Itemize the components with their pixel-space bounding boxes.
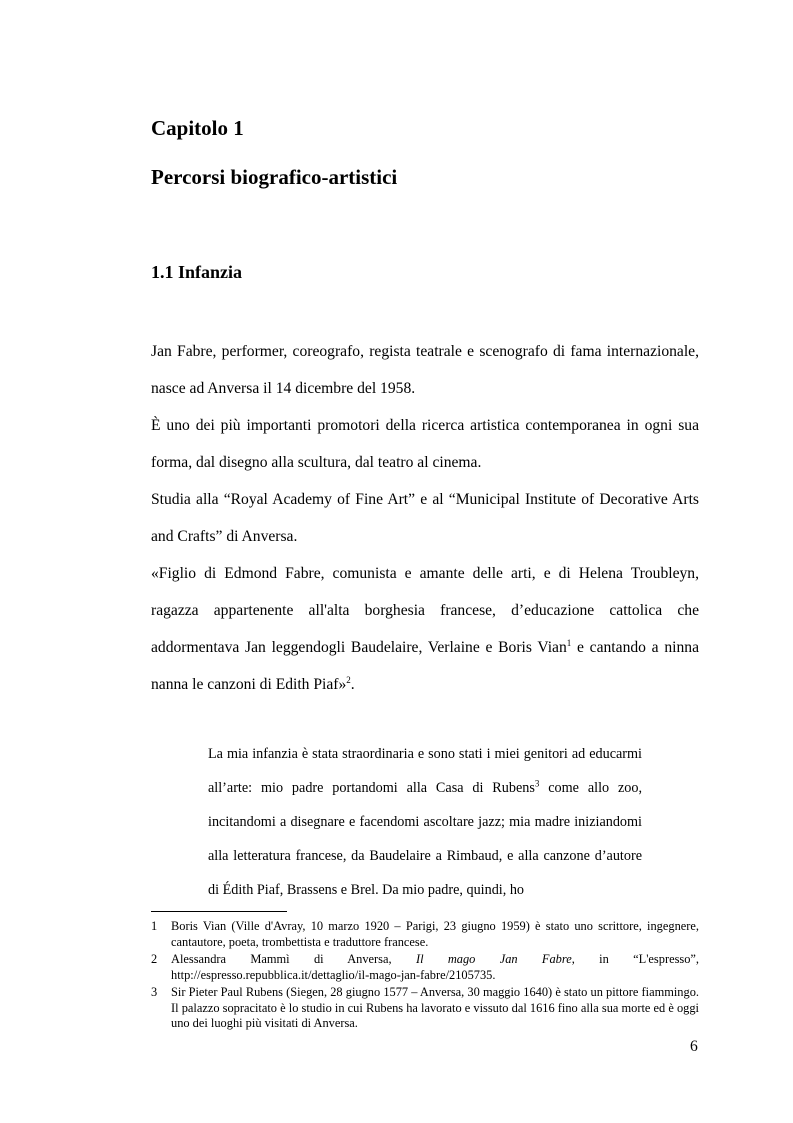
footnote-ref-1[interactable]: 1 (566, 637, 572, 648)
footnote-text (171, 952, 699, 983)
footnote-2-title: Il mago Jan Fabre (415, 952, 572, 966)
page-number: 6 (690, 1038, 698, 1055)
chapter-title: Percorsi biografico-artistici (151, 165, 398, 189)
paragraph-3: Studia alla “Royal Academy of Fine Art” e al “Municipal Institute of Decorative Arts and Crafts” di Anversa. (151, 491, 699, 545)
footnote-ref-3[interactable]: 3 (534, 778, 540, 789)
footnote-text: Boris Vian (Ville d'Avray, 10 marzo 1920 – Parigi, 23 giugno 1959) è stato uno scrittore, ingegnere, cantautore, poeta, trombettista e traduttore francese. (171, 919, 699, 949)
paragraph-4 (151, 555, 699, 703)
chapter-number: Capitolo 1 (151, 116, 244, 140)
paragraph-4-part-a: «Figlio di Edmond Fabre, comunista e amante delle arti, e di Helena Troubleyn, ragazza appartenente all'alta borghesia francese, d’educazione cattolica che addormentava Jan leggendogli Baudelaire, Verlaine e Boris Vian (151, 565, 699, 656)
footnote-ref-2[interactable]: 2 (346, 674, 351, 685)
footnote-number: 2 (151, 952, 158, 966)
paragraph-2: È uno dei più importanti promotori della ricerca artistica contemporanea in ogni sua forma, dal disegno alla scultura, dal teatro al cinema. (151, 417, 699, 471)
footnote-2-source: , in “L'espresso”, http://espresso.repubblica.it/dettaglio/il-mago-jan-fabre/2105735. (171, 952, 700, 982)
footnote-2-author: Alessandra Mammì di Anversa, (171, 952, 416, 966)
paragraph-1: Jan Fabre, performer, coreografo, regista teatrale e scenografo di fama internazionale, nasce ad Anversa il 14 dicembre del 1958. (151, 343, 699, 397)
footnote-number: 1 (151, 919, 158, 933)
footnote-separator (151, 911, 287, 912)
paragraph-4-part-c: . (350, 676, 355, 693)
paragraph-4-part-b: e cantando a ninna nanna le canzoni di Edith Piaf» (151, 639, 699, 693)
section-heading: 1.1 Infanzia (151, 262, 243, 282)
footnote-3 (151, 985, 699, 1032)
body-text (151, 333, 699, 703)
footnotes (151, 919, 699, 1034)
footnote-2 (151, 952, 699, 983)
quote-part-b: come allo zoo, incitandomi a disegnare e facendomi ascoltare jazz; mia madre iniziandomi alla letteratura francese, da Baudelaire a Rimbaud, e alla canzone d’autore di Édith Piaf, Brassens e Brel. Da mio padre, quindi, ho (208, 780, 643, 898)
quote-part-a: La mia infanzia è stata straordinaria e sono stati i miei genitori ad educarmi all’arte: mio padre portandomi alla Casa di Rubens (208, 746, 642, 796)
footnote-number: 3 (151, 985, 158, 999)
block-quote (208, 737, 642, 907)
footnote-text: Sir Pieter Paul Rubens (Siegen, 28 giugno 1577 – Anversa, 30 maggio 1640) è stato un pittore fiammingo. Il palazzo sopracitato è lo studio in cui Rubens ha lavorato e vissuto dal 1616 fino alla sua morte ed è oggi uno dei luoghi più visitati di Anversa. (171, 985, 699, 1030)
footnote-1 (151, 919, 699, 950)
